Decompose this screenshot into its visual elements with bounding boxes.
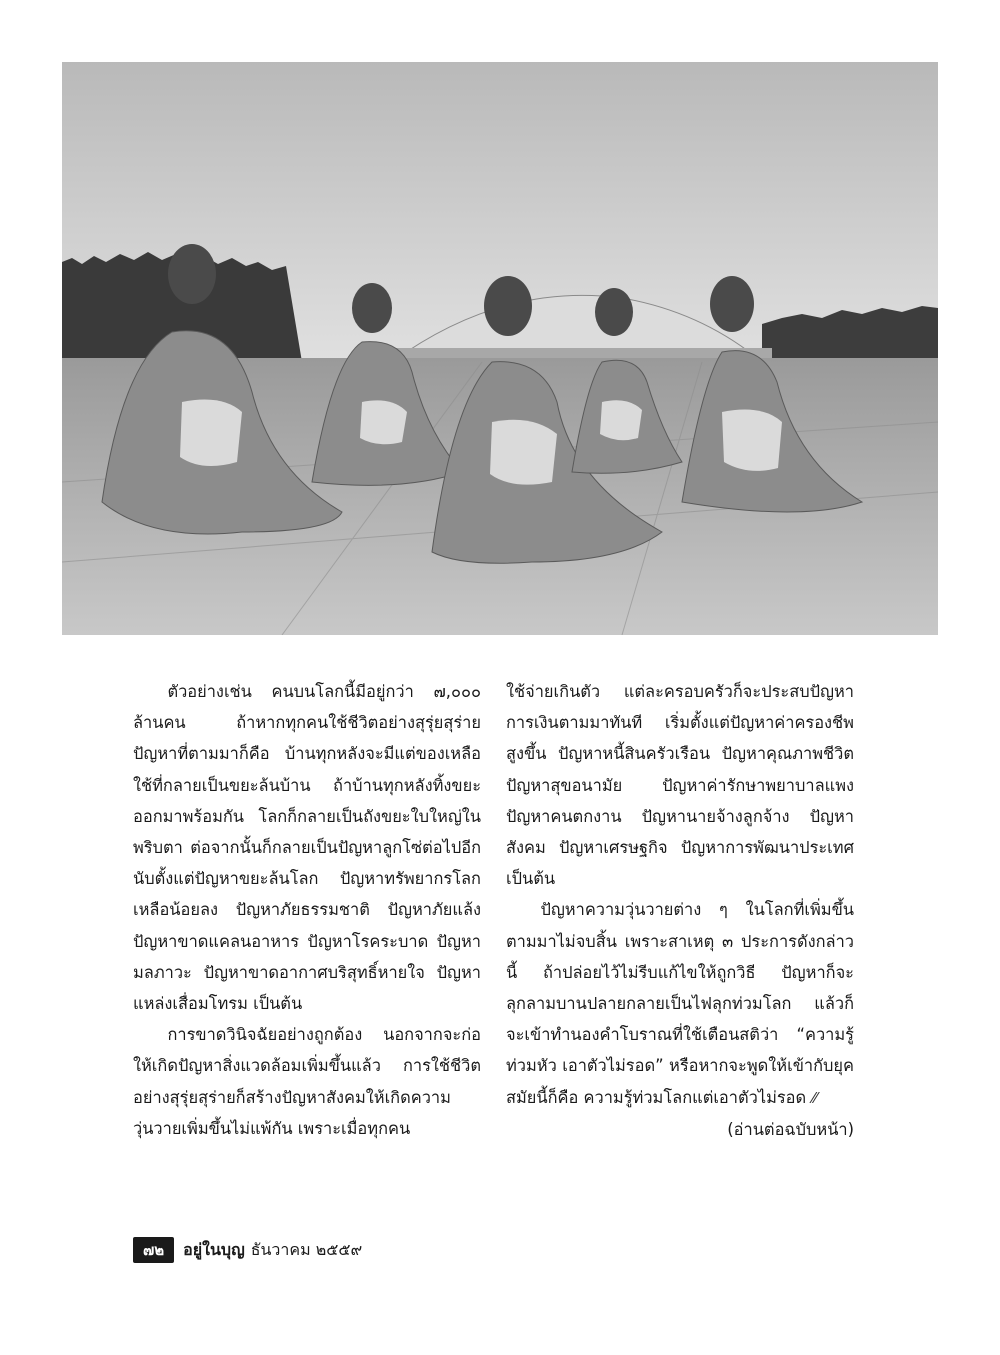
article-paragraph: ตัวอย่างเช่น คนบนโลกนี้มีอยู่กว่า ๗,๐๐๐ ล้านคน ถ้าหากทุกคนใช้ชีวิตอย่างสุรุ่ยสุร่าย ปัญหาที่ตามมาก็คือ บ้านทุกหลังจะมีแต่ของเหลือใช้ที่กลายเป็นขยะล้นบ้าน ถ้าบ้านทุกหลังทิ้งขยะออกมาพร้อมกัน โลกก็กลายเป็นถังขยะใบใหญ่ในพริบตา ต่อจากนั้นก็กลายเป็นปัญหาลูกโซ่ต่อไปอีก นับตั้งแต่ปัญหาขยะล้นโลก ปัญหาทรัพยากรโลกเหลือน้อยลง ปัญหาภัยธรรมชาติ ปัญหาภัยแล้ง ปัญหาขาดแคลนอาหาร ปัญหาโรคระบาด ปัญหามลภาวะ ปัญหาขาดอากาศบริสุทธิ์หายใจ ปัญหาแหล่งเสื่อมโทรม เป็นต้น <box>133 682 481 1014</box>
meditating-novices-image <box>62 62 938 635</box>
article-right-column <box>506 676 854 1145</box>
article-paragraph: การขาดวินิจฉัยอย่างถูกต้อง นอกจากจะก่อให้เกิดปัญหาสิ่งแวดล้อมเพิ่มขึ้นแล้ว การใช้ชีวิตอย่างสุรุ่ยสุร่ายก็สร้างปัญหาสังคมให้เกิดความวุ่นวายเพิ่มขึ้นไม่แพ้กัน เพราะเมื่อทุกคน <box>133 1025 481 1138</box>
article-paragraph-text: ปัญหาความวุ่นวายต่าง ๆ ในโลกที่เพิ่มขึ้นตามมาไม่จบสิ้น เพราะสาเหตุ ๓ ประการดังกล่าวนี้ ถ้าปล่อยไว้ไม่รีบแก้ไขให้ถูกวิธี ปัญหาก็จะลุกลามบานปลายกลายเป็นไฟลุกท่วมโลก แล้วก็จะเข้าทำนองคำโบราณที่ใช้เตือนสติว่า “ความรู้ท่วมหัว เอาตัวไม่รอด” หรือหากจะพูดให้เข้ากับยุคสมัยนี้ก็คือ ความรู้ท่วมโลกแต่เอาตัวไม่รอด <box>506 900 854 1107</box>
article-left-column <box>133 676 481 1144</box>
monks-photo <box>62 62 938 635</box>
article-paragraph <box>506 894 854 1113</box>
page-footer <box>133 1237 362 1263</box>
page-number: ๗๒ <box>133 1237 174 1263</box>
end-mark-icon: ⁄⁄ <box>812 1088 818 1107</box>
magazine-title: อยู่ในบุญ <box>183 1239 245 1259</box>
article-paragraph: ใช้จ่ายเกินตัว แต่ละครอบครัวก็จะประสบปัญหาการเงินตามมาทันที เริ่มตั้งแต่ปัญหาค่าครองชีพสูงขึ้น ปัญหาหนี้สินครัวเรือน ปัญหาคุณภาพชีวิต ปัญหาสุขอนามัย ปัญหาค่ารักษาพยาบาลแพง ปัญหาคนตกงาน ปัญหานายจ้างลูกจ้าง ปัญหาสังคม ปัญหาเศรษฐกิจ ปัญหาการพัฒนาประเทศ เป็นต้น <box>506 682 854 889</box>
issue-date: ธันวาคม ๒๕๕๙ <box>250 1239 363 1259</box>
continued-note: (อ่านต่อฉบับหน้า) <box>727 1119 854 1139</box>
